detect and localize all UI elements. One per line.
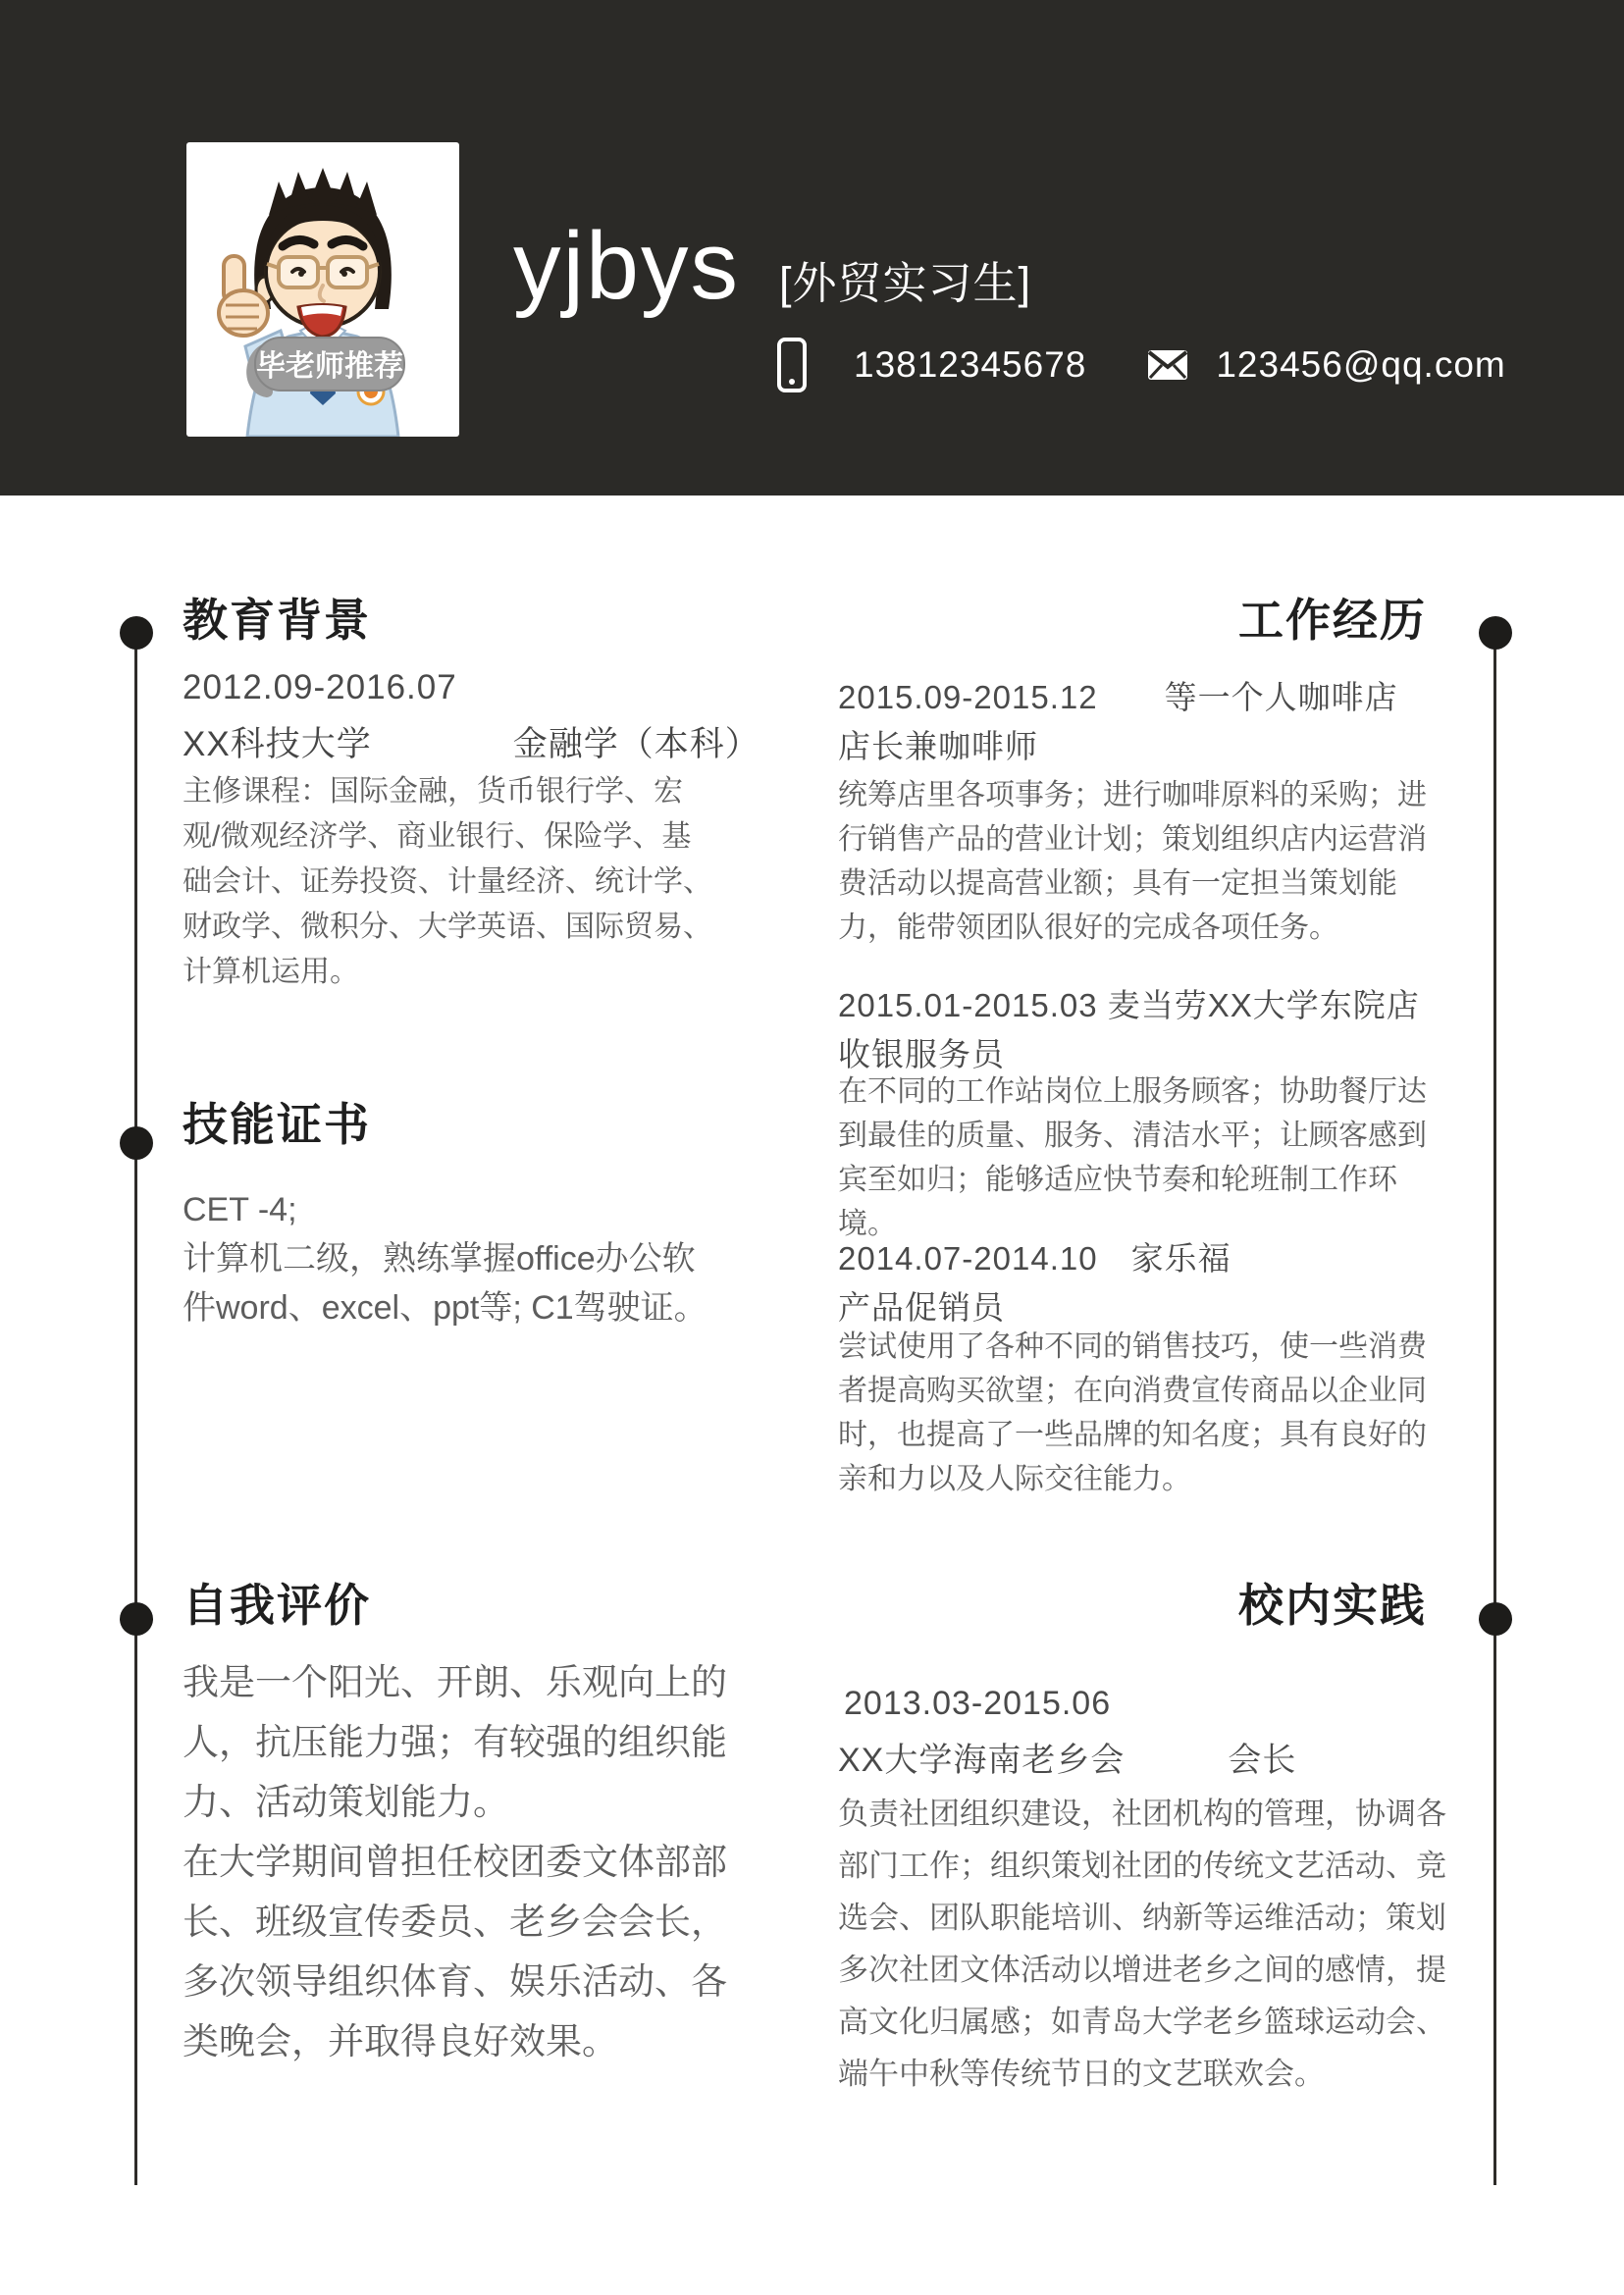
job-3-heading-line1: 2014.07-2014.10 家乐福 [838, 1240, 1231, 1277]
skills-line: 计算机二级，熟练掌握office办公软件word、excel、ppt等; C1驾驶证。 [183, 1240, 707, 1327]
job-3-description: 尝试使用了各种不同的销售技巧，使一些消费者提高购买欲望；在向消费宣传商品以企业同时，也提高了一些品牌的知名度；具有良好的亲和力以及人际交往能力。 [838, 1330, 1427, 1495]
education-courses: 主修课程：国际金融，货币银行学、宏观/微观经济学、商业银行、保险学、基础会计、证券投资、计量经济、统计学、财政学、微积分、大学英语、国际贸易、计算机运用。 [183, 775, 712, 988]
contact-row [777, 334, 1506, 396]
candidate-name: yjbys [513, 212, 740, 319]
skills-line: CET -4; [183, 1191, 297, 1228]
section-title-education: 教育背景 [183, 595, 371, 646]
right-timeline-line [1493, 633, 1496, 2185]
self-eval-paragraph: 我是一个阳光、开朗、乐观向上的人，抗压能力强；有较强的组织能力、活动策划能力。 [183, 1662, 727, 1822]
job-1-description: 统筹店里各项事务；进行咖啡原料的采购；进行销售产品的营业计划；策划组织店内运营消费活动以提高营业额；具有一定担当策划能力，能带领团队很好的完成各项任务。 [838, 779, 1427, 944]
avatar-cartoon [186, 142, 459, 437]
phone-number: 13812345678 [854, 344, 1087, 385]
job-1-heading: 2015.09-2015.12 等一个人咖啡店店长兼咖啡师 [838, 679, 1398, 764]
section-title-work: 工作经历 [1238, 595, 1427, 646]
avatar-ribbon-label: 毕老师推荐 [256, 350, 403, 383]
job-3-heading [838, 1234, 1427, 1332]
campus-description: 负责社团组织建设，社团机构的管理，协调各部门工作；组织策划社团的传统文艺活动、竞选会、团队职能培训、纳新等运维活动；策划多次社团文体活动以增进老乡之间的感情，提高文化归属感；如青岛大学老乡篮球运动会、端午中秋等传统节日的文艺联欢会。 [838, 1797, 1446, 2091]
education-period: 2012.09-2016.07 [183, 668, 457, 706]
section-title-self-eval: 自我评价 [183, 1580, 371, 1631]
timeline-dot-education [120, 616, 153, 650]
left-timeline-line [134, 633, 137, 2185]
timeline-dot-work [1479, 616, 1512, 650]
envelope-icon [1147, 349, 1188, 381]
skills-body [183, 1185, 720, 1332]
job-2-description: 在不同的工作站岗位上服务顾客；协助餐厅达到最佳的质量、服务、清洁水平；让顾客感到宾至如归；能够适应快节奏和轮班制工作环境。 [838, 1075, 1427, 1240]
campus-period: 2013.03-2015.06 [844, 1685, 1112, 1722]
self-eval-body [183, 1652, 750, 2071]
job-3-heading-line2: 产品促销员 [838, 1289, 1005, 1326]
section-title-campus: 校内实践 [1238, 1580, 1427, 1631]
smartphone-icon [777, 338, 807, 392]
job-2-heading: 2015.01-2015.03 麦当劳XX大学东院店收银服务员 [838, 987, 1420, 1072]
timeline-dot-self-eval [120, 1602, 153, 1636]
section-title-skills: 技能证书 [183, 1099, 371, 1150]
campus-org-line: XX大学海南老乡会 会长 [838, 1742, 1297, 1779]
candidate-job-title: [外贸实习生] [779, 258, 1032, 308]
avatar [186, 142, 459, 437]
email-address: 123456@qq.com [1216, 344, 1506, 385]
header-name-row [513, 214, 1031, 319]
timeline-dot-skills [120, 1126, 153, 1160]
timeline-dot-campus [1479, 1602, 1512, 1636]
self-eval-paragraph: 在大学期间曾担任校团委文体部部长、班级宣传委员、老乡会会长，多次领导组织体育、娱乐活动、各类晚会，并取得良好效果。 [183, 1842, 727, 2061]
education-school-line: XX科技大学 金融学（本科） [183, 725, 760, 763]
